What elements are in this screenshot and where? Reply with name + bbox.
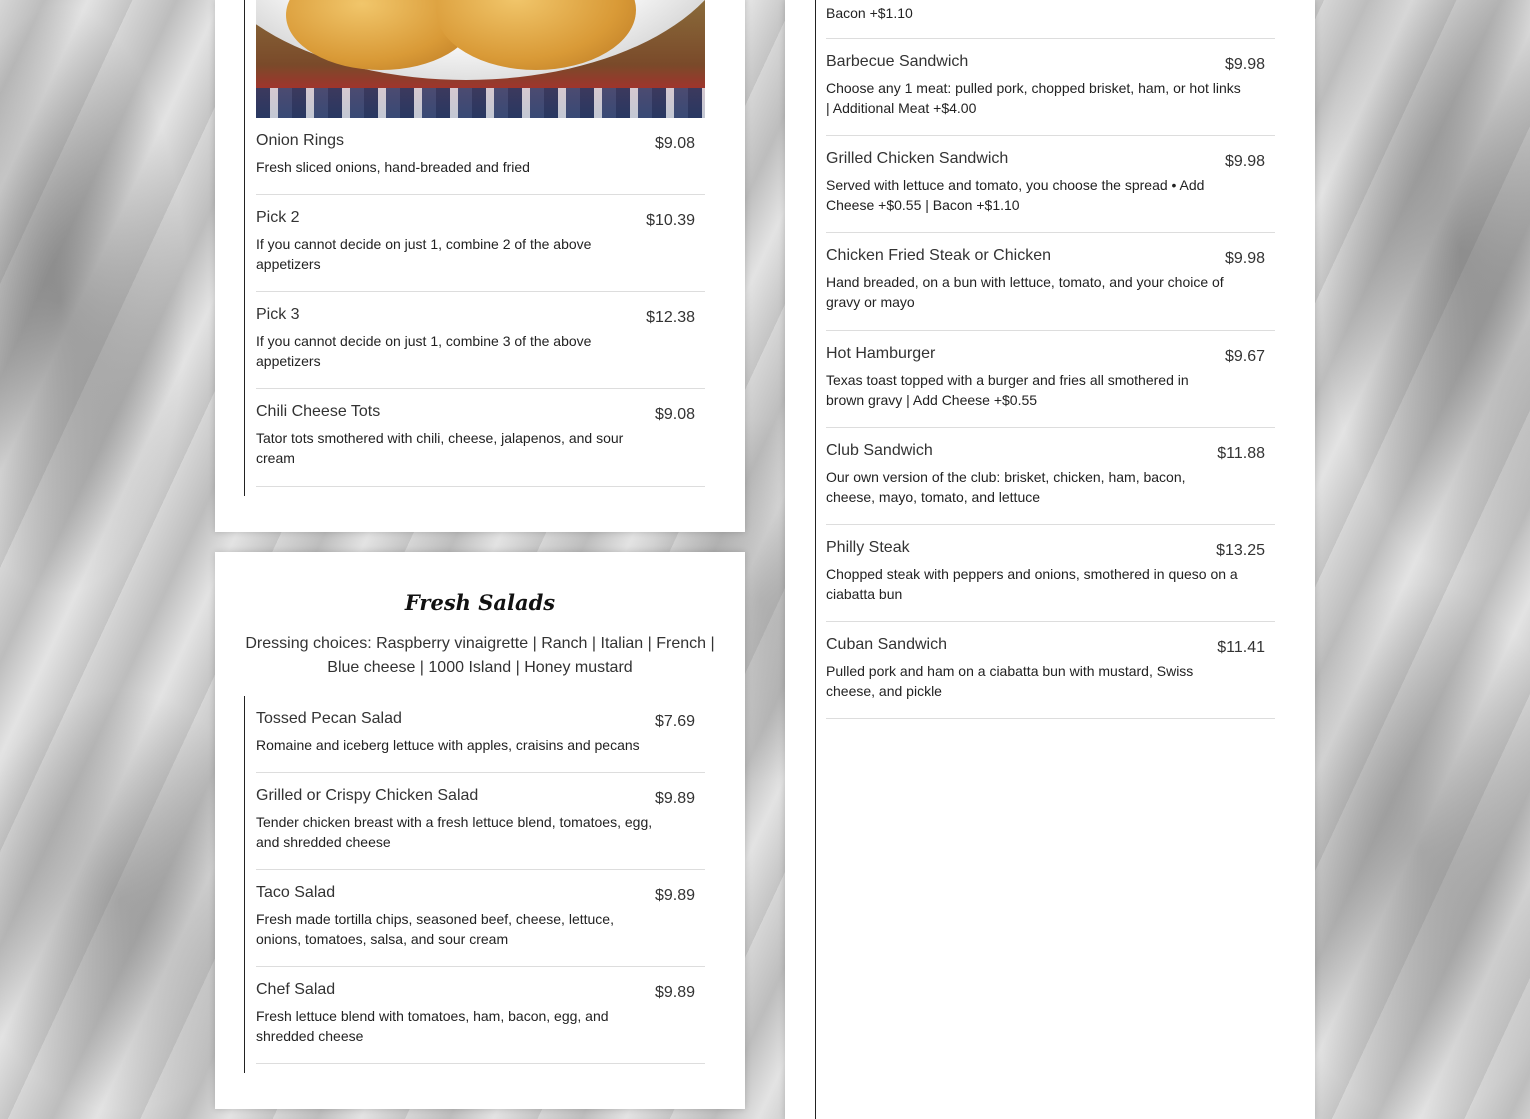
item-description: Choose any 1 meat: pulled pork, chopped brisket, ham, or hot links | Additional Meat +$4.00 [826,80,1241,116]
item-description: Pulled pork and ham on a ciabatta bun with mustard, Swiss cheese, and pickle [826,663,1194,699]
dressing-choices: Dressing choices: Raspberry vinaigrette | Ranch | Italian | French | Blue cheese | 1000 Island | Honey mustard [245,635,715,676]
item-price: $10.39 [646,212,695,229]
item-description: If you cannot decide on just 1, combine 3 of the above appetizers [256,333,592,369]
item-price: $11.88 [1217,445,1265,462]
partial-item-description: Bacon +$1.10 [826,5,913,21]
item-price: $13.25 [1216,542,1265,559]
item-description: Tender chicken breast with a fresh lettuce blend, tomatoes, egg, and shredded cheese [256,814,653,850]
item-price: $9.98 [1224,153,1265,170]
item-separator [826,621,1275,622]
item-description: Texas toast topped with a burger and fries all smothered in brown gravy | Add Cheese +$0.55 [826,372,1189,408]
item-name: Pick 2 [256,209,300,226]
item-separator [826,427,1275,428]
item-description: Served with lettuce and tomato, you choose the spread • Add Cheese +$0.55 | Bacon +$1.10 [826,177,1205,213]
item-price: $9.89 [654,887,695,904]
item-separator [826,330,1275,331]
item-price: $9.08 [654,135,695,152]
appetizers-divider-line [244,0,245,496]
item-name: Onion Rings [256,132,345,149]
item-name: Chef Salad [256,981,336,998]
item-name: Cuban Sandwich [826,636,947,653]
item-separator [256,772,705,773]
item-price: $9.98 [1224,56,1265,73]
item-price: $9.89 [654,984,695,1001]
item-description: Hand breaded, on a bun with lettuce, tomato, and your choice of gravy or mayo [826,274,1224,310]
item-separator [826,135,1275,136]
item-name: Club Sandwich [826,442,933,459]
item-name: Grilled or Crispy Chicken Salad [256,787,479,804]
item-separator [256,388,705,389]
item-description: Fresh made tortilla chips, seasoned beef, cheese, lettuce, onions, tomatoes, salsa, and sour cream [256,911,614,947]
item-separator [256,486,705,487]
item-name: Tossed Pecan Salad [256,710,402,727]
item-separator [826,38,1275,39]
item-price: $9.67 [1224,348,1265,365]
item-price: $9.98 [1224,250,1265,267]
item-description: Chopped steak with peppers and onions, smothered in queso on a ciabatta bun [826,566,1238,602]
item-description: Romaine and iceberg lettuce with apples, craisins and pecans [256,737,640,753]
item-name: Philly Steak [826,539,910,556]
item-separator [826,524,1275,525]
item-name: Hot Hamburger [826,345,936,362]
section-title: Fresh Salads [404,590,556,615]
item-description: Fresh lettuce blend with tomatoes, ham, bacon, egg, and shredded cheese [256,1008,609,1044]
onion-rings-photo [256,0,705,118]
item-description: Our own version of the club: brisket, chicken, ham, bacon, cheese, mayo, tomato, and lettuce [826,469,1186,505]
item-price: $11.41 [1217,639,1265,656]
salads-divider-line [244,696,245,1073]
item-name: Taco Salad [256,884,336,901]
item-name: Chicken Fried Steak or Chicken [826,247,1051,264]
item-price: $9.89 [654,790,695,807]
item-price: $12.38 [646,309,695,326]
item-description: Tator tots smothered with chili, cheese, jalapenos, and sour cream [256,430,624,466]
item-name: Chili Cheese Tots [256,403,381,420]
item-description: If you cannot decide on just 1, combine 2 of the above appetizers [256,236,592,272]
item-price: $7.69 [654,713,695,730]
item-name: Pick 3 [256,306,300,323]
item-separator [256,869,705,870]
item-name: Barbecue Sandwich [826,53,969,70]
sandwiches-divider-line [815,0,816,1119]
item-price: $9.08 [654,406,695,423]
item-name: Grilled Chicken Sandwich [826,150,1009,167]
item-separator [826,232,1275,233]
item-description: Fresh sliced onions, hand-breaded and fried [256,159,530,175]
item-separator [256,291,705,292]
item-separator [256,1063,705,1064]
newspaper-shape [256,88,705,118]
item-separator [826,718,1275,719]
item-separator [256,194,705,195]
item-separator [256,966,705,967]
